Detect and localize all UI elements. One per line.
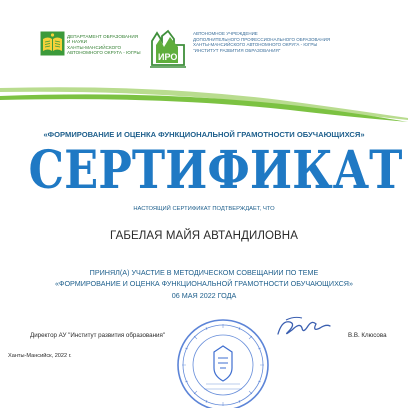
decorative-swoosh	[0, 82, 408, 122]
official-seal-icon	[176, 318, 270, 408]
director-label: Директор АУ "Институт развития образования"	[30, 332, 166, 339]
event-date: 06 МАЯ 2022 ГОДА	[171, 291, 237, 300]
certificate-title: СЕРТИФИКАТ	[28, 140, 403, 201]
topic-line: «ФОРМИРОВАНИЕ И ОЦЕНКА ФУНКЦИОНАЛЬНОЙ ГРАМОТНОСТИ ОБУЧАЮЩИХСЯ»	[55, 279, 353, 288]
iro-logo-icon	[148, 27, 188, 69]
place-and-year: Ханты-Мансийск, 2022 г.	[8, 353, 72, 359]
confirm-text: НАСТОЯЩИЙ СЕРТИФИКАТ ПОДТВЕРЖДАЕТ, ЧТО	[133, 206, 275, 212]
signature-mark	[272, 314, 334, 340]
department-name: ДЕПАРТАМЕНТ ОБРАЗОВАНИЯ И НАУКИ ХАНТЫ-МАНСИЙСКОГО АВТОНОМНОГО ОКРУГА - ЮГРЫ	[67, 34, 141, 56]
signer-name: В.В. Клюсова	[348, 332, 387, 339]
institute-name: АВТОНОМНОЕ УЧРЕЖДЕНИЕ ДОПОЛНИТЕЛЬНОГО ПРОФЕССИОНАЛЬНОГО ОБРАЗОВАНИЯ ХАНТЫ-МАНСИЙСКОГО АВТОНОМНОГО ОКРУГА - ЮГРЫ "ИНСТИТУТ РАЗВИТИЯ ОБРАЗОВАНИЯ"	[193, 31, 331, 53]
book-logo-icon	[40, 31, 65, 56]
topic-heading: «ФОРМИРОВАНИЕ И ОЦЕНКА ФУНКЦИОНАЛЬНОЙ ГРАМОТНОСТИ ОБУЧАЮЩИХСЯ»	[43, 130, 365, 139]
participation-text: ПРИНЯЛ(А) УЧАСТИЕ В МЕТОДИЧЕСКОМ СОВЕЩАНИИ ПО ТЕМЕ	[89, 268, 319, 277]
recipient-name: ГАБЕЛАЯ МАЙЯ АВТАНДИЛОВНА	[110, 230, 298, 242]
iro-logo-text: ИРО	[158, 52, 178, 62]
